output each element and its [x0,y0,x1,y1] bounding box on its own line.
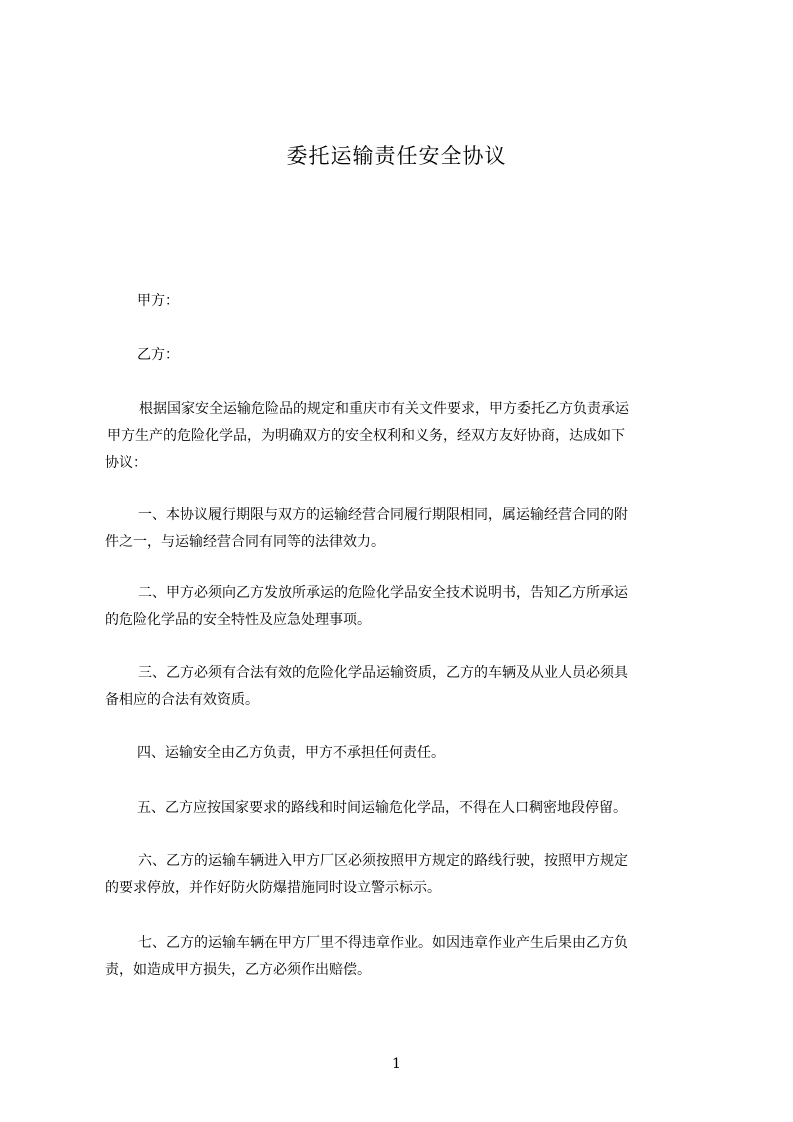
clause-2 [105,580,705,634]
paragraph-line: 的危险化学品的安全特性及应急处理事项。 [105,612,371,628]
clause-3 [105,660,705,714]
clause-5 [105,795,705,822]
paragraph-line: 的要求停放，并作好防火防爆措施同时设立警示标示。 [105,880,441,896]
paragraph-line: 根据国家安全运输危险品的规定和重庆市有关文件要求，甲方委托乙方负责承运 [139,401,629,417]
clause-6 [105,848,705,902]
paragraph-line: 责，如造成甲方损失，乙方必须作出赔偿。 [105,962,371,978]
intro-paragraph [105,396,705,477]
paragraph-line: 六、乙方的运输车辆进入甲方厂区必须按照甲方规定的路线行驶，按照甲方规定 [138,853,628,869]
paragraph-line: 三、乙方必须有合法有效的危险化学品运输资质，乙方的车辆及从业人员必须具 [138,665,628,681]
paragraph-line: 协议： [105,455,147,471]
clause-1 [105,502,705,556]
paragraph-line: 甲方生产的危险化学品，为明确双方的安全权利和义务，经双方友好协商，达成如下 [107,428,625,444]
clause-4 [105,740,705,767]
paragraph-line: 七、乙方的运输车辆在甲方厂里不得违章作业。如因违章作业产生后果由乙方负 [138,935,628,951]
paragraph-line: 备相应的合法有效资质。 [105,692,259,708]
paragraph-line: 五、乙方应按国家要求的路线和时间运输危化学品，不得在人口稠密地段停留。 [137,800,627,816]
page-number: 1 [392,1056,401,1072]
paragraph-line: 一、本协议履行期限与双方的运输经营合同履行期限相同，属运输经营合同的附 [138,507,628,523]
document-title: 委托运输责任安全协议 [286,144,507,168]
party-b-label: 乙方： [137,347,179,363]
paragraph-line: 件之一，与运输经营合同有同等的法律效力。 [105,534,385,550]
party-a-label: 甲方： [137,293,179,309]
paragraph-line: 四、运输安全由乙方负责，甲方不承担任何责任。 [137,745,445,761]
clause-7 [105,930,705,984]
paragraph-line: 二、甲方必须向乙方发放所承运的危险化学品安全技术说明书，告知乙方所承运 [138,585,628,601]
